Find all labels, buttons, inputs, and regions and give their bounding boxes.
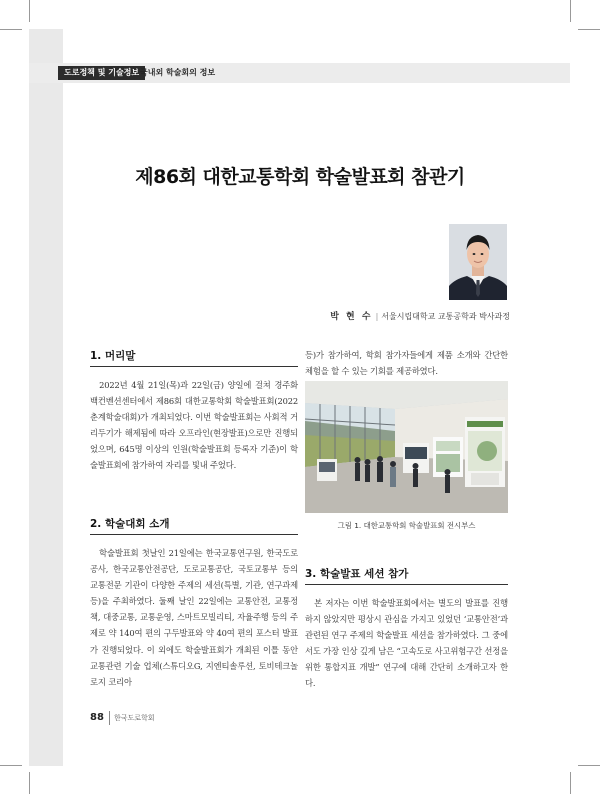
section-2-heading: 2. 학술대회 소개 [90,518,170,530]
figure-caption: 그림 1. 대한교통학회 학술발표회 전시부스 [337,521,476,530]
portrait-illustration [449,224,507,300]
section-1-rule [90,366,298,367]
crop-mark-tr-v [570,0,571,22]
crop-mark-bl-h [0,765,22,766]
crop-mark-tl-v [29,0,30,22]
section-3-paragraph: 본 저자는 이번 학술발표회에서는 별도의 발표를 진행하지 않았지만 평상시 관심을 가지고 있었던 ‘교통안전’과 관련된 연구 주제의 학술발표 세션을 참가하였다. 그 중에서도 가장 인상 깊게 남은 “고속도로 사고위험구간 선정을 위한 통합지표 개발” 연구에 대해 간단히 소개하고자 한다. [305,598,508,689]
section-1-heading: 1. 머리말 [90,350,136,362]
figure-exhibition-booth-photo [305,381,508,513]
section-2-rule [90,534,298,535]
section-3-body [305,595,508,692]
section-3-heading: 3. 학술발표 세션 참가 [305,568,409,580]
section-1-body [90,377,298,474]
author-portrait [449,224,507,300]
header-section-tab: 도로정책 및 기술정보 [58,66,145,80]
author-divider: | [375,312,379,321]
crop-mark-tr-h [578,29,600,30]
publication-name: 한국도로학회 [114,714,155,722]
folio-divider [109,711,110,725]
section-2-body [90,545,298,690]
header-subsection: 국내외 학술회의 정보 [140,68,216,77]
author-line [330,309,510,322]
crop-mark-br-h [578,765,600,766]
left-margin-band [29,29,63,766]
section-1-paragraph: 2022년 4월 21일(목)과 22일(금) 양일에 걸쳐 경주화백컨벤션센터에서 제86회 대한교통학회 학술발표회(2022 춘계학술대회)가 개최되었다. 이번 학술발표회는 사회적 거리두기가 해제됨에 따라 오프라인(현장발표)으로만 진행되었으며, 645명 이상의 인원(학술발표회 등록자 기준)이 학술발표회에 참가하여 자리를 빛내 주었다. [90,380,298,471]
article-title: 제86회 대한교통학회 학술발표회 참관기 [135,166,465,188]
crop-mark-bl-v [29,772,30,794]
author-name: 박 현 수 [330,312,373,322]
section-2-paragraph: 학술발표회 첫날인 21일에는 한국교통연구원, 한국도로공사, 한국교통안전공단, 도로교통공단, 국토교통부 등의 교통전문 기관이 다양한 주제의 세션(특별, 기관, 연구과제 등)을 주최하였다. 둘째 날인 22일에는 교통안전, 교통정책, 대중교통, 교통운영, 스마트모빌리티, 자율주행 등의 주제로 약 140여 편의 구두발표와 약 40여 편의 포스터 발표가 진행되었다. 이 외에도 학술발표회가 개최된 이틀 동안 교통관련 기술 업체(스튜디오G, 지엔티솔루션, 토비테크놀로지 코리아 [90,548,298,687]
section-2-continued-text: 등)가 참가하여, 학회 참가자들에게 제품 소개와 간단한 체험을 할 수 있는 기회를 제공하였다. [305,350,508,377]
page-number: 88 [90,712,104,723]
author-affiliation: 서울시립대학교 교통공학과 박사과정 [381,312,510,321]
section-3-rule [305,584,508,585]
crop-mark-tl-h [0,29,22,30]
crop-mark-br-v [570,772,571,794]
section-2-continued [305,347,508,379]
exhibition-hall-illustration [305,381,508,513]
